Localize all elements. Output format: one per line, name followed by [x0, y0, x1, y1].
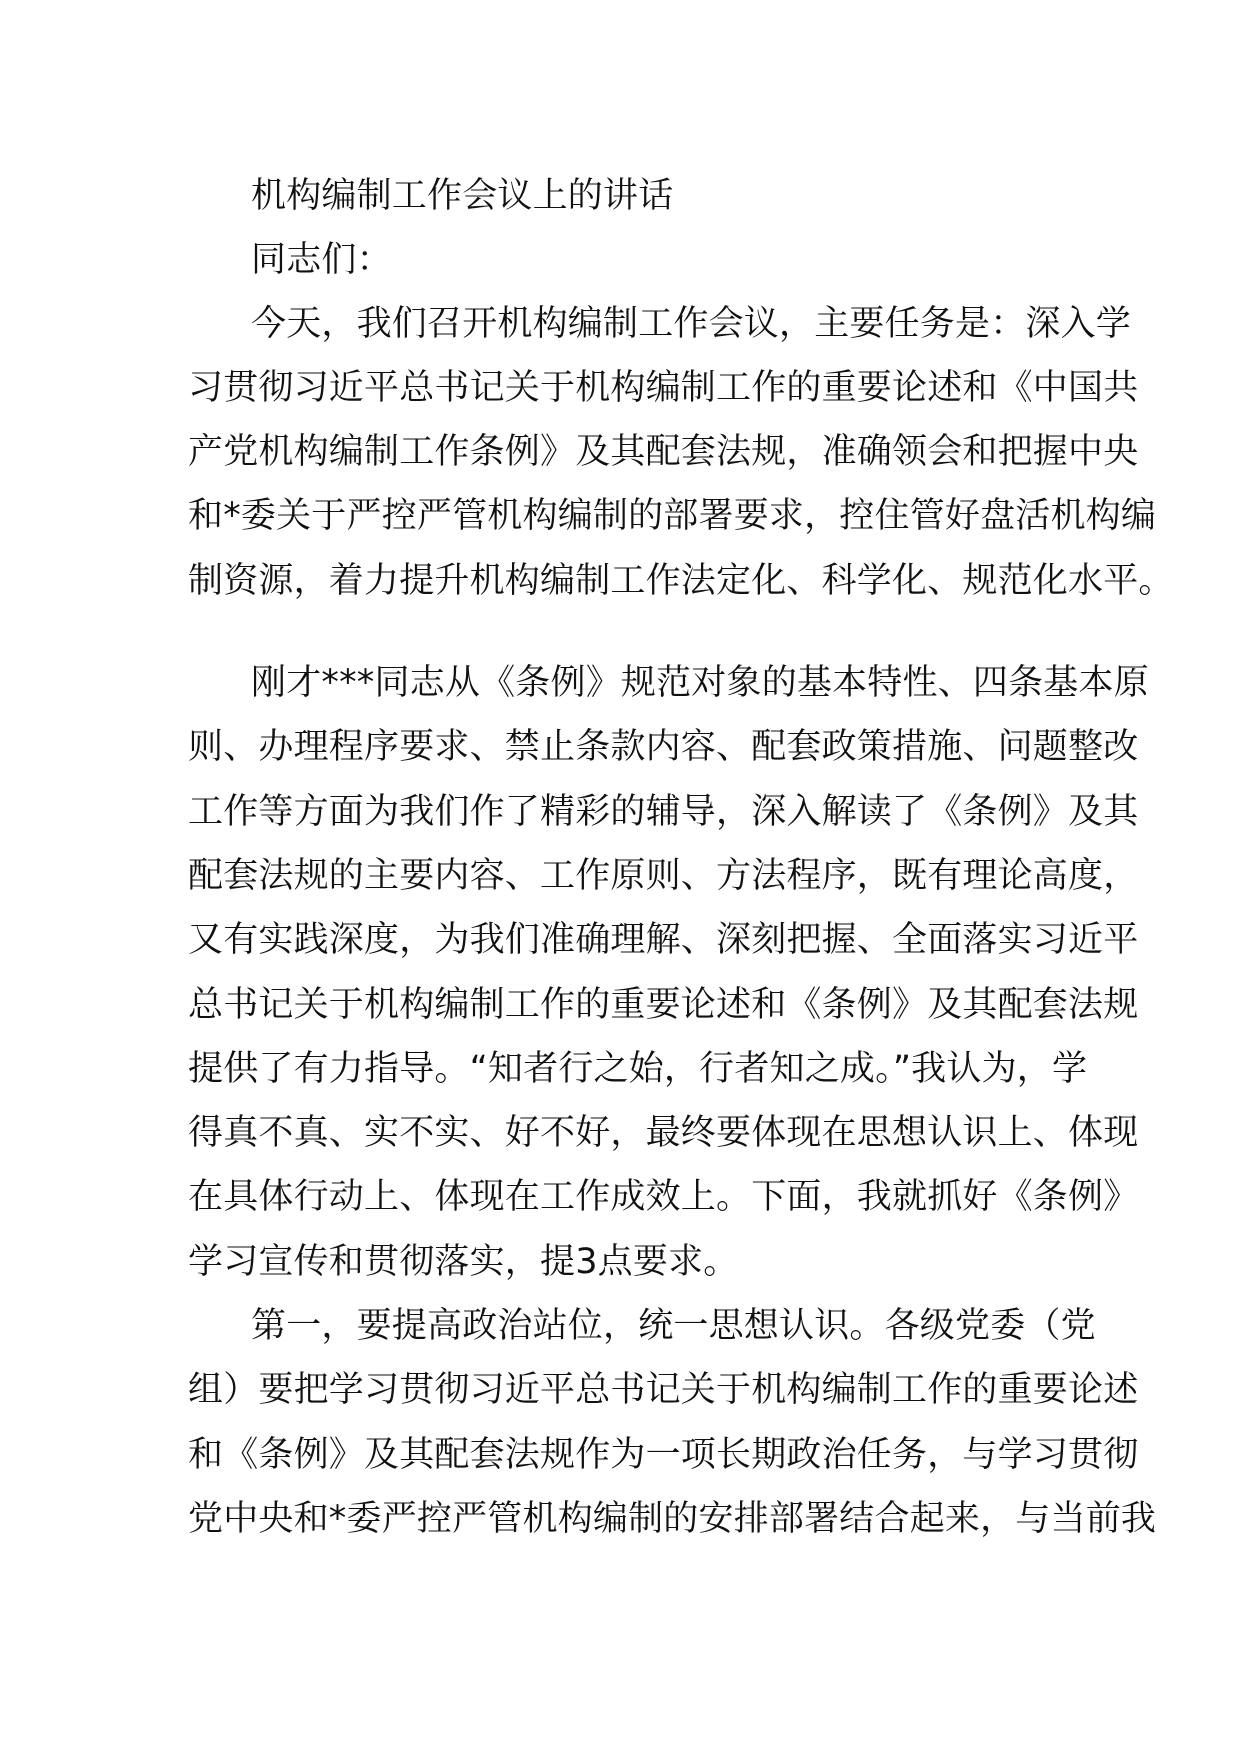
- paragraph-line: 和*委关于严控严管机构编制的部署要求，控住管好盘活机构编: [188, 496, 1157, 536]
- paragraph-line: 制资源，着力提升机构编制工作法定化、科学化、规范化水平。: [188, 561, 1174, 601]
- paragraph-line: 在具体行动上、体现在工作成效上。下面，我就抓好《条例》: [188, 1177, 1139, 1217]
- paragraph-line: 工作等方面为我们作了精彩的辅导，深入解读了《条例》及其: [188, 792, 1139, 832]
- paragraph-line: 总书记关于机构编制工作的重要论述和《条例》及其配套法规: [188, 985, 1139, 1025]
- paragraph-line: 和《条例》及其配套法规作为一项长期政治任务，与学习贯彻: [188, 1435, 1139, 1475]
- paragraph-line: 组）要把学习贯彻习近平总书记关于机构编制工作的重要论述: [188, 1370, 1139, 1410]
- paragraph-line: 提供了有力指导。“知者行之始，行者知之成。”我认为，学: [188, 1049, 1088, 1089]
- paragraph-line: 今天，我们召开机构编制工作会议，主要任务是：深入学: [251, 304, 1132, 344]
- paragraph-line: 产党机构编制工作条例》及其配套法规，准确领会和把握中央: [188, 432, 1139, 472]
- document-title: 机构编制工作会议上的讲话: [251, 176, 674, 216]
- paragraph-line: 配套法规的主要内容、工作原则、方法程序，既有理论高度，: [188, 856, 1139, 896]
- paragraph-line: 学习宣传和贯彻落实，提3点要求。: [188, 1242, 739, 1282]
- salutation: 同志们：: [251, 240, 392, 280]
- paragraph-line: 又有实践深度，为我们准确理解、深刻把握、全面落实习近平: [188, 920, 1139, 960]
- paragraph-line: 刚才***同志从《条例》规范对象的基本特性、四条基本原: [251, 663, 1149, 703]
- paragraph-line: 得真不真、实不实、好不好，最终要体现在思想认识上、体现: [188, 1113, 1139, 1153]
- paragraph-line: 习贯彻习近平总书记关于机构编制工作的重要论述和《中国共: [188, 368, 1139, 408]
- paragraph-line: 第一，要提高政治站位，统一思想认识。各级党委（党: [251, 1306, 1096, 1346]
- paragraph-line: 党中央和*委严控严管机构编制的安排部署结合起来，与当前我: [188, 1499, 1157, 1539]
- paragraph-line: 则、办理程序要求、禁止条款内容、配套政策措施、问题整改: [188, 727, 1139, 767]
